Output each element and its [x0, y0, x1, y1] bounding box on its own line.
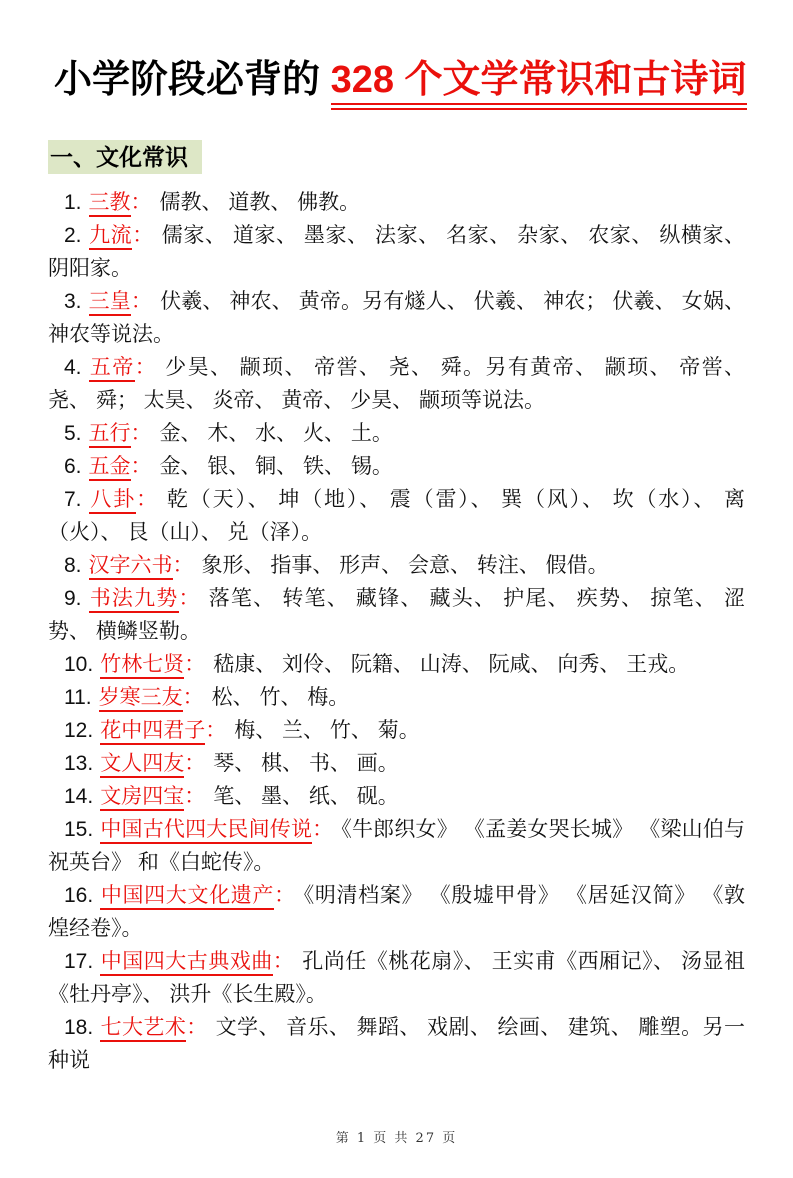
item-number: 12.	[64, 719, 94, 743]
list-item	[48, 450, 745, 483]
item-number: 3.	[64, 290, 82, 314]
item-text: 伏羲、 神农、 黄帝。另有燧人、 伏羲、 神农； 伏羲、 女娲、 神农等说法。	[48, 290, 746, 347]
item-number: 15.	[64, 818, 94, 842]
page-footer: 第 1 页 共 27 页	[335, 1131, 458, 1146]
item-number: 5.	[64, 422, 82, 446]
list-item	[48, 1011, 745, 1077]
item-text: 少昊、 颛顼、 帝喾、 尧、 舜。另有黄帝、 颛顼、 帝喾、 尧、 舜； 太昊、 炎帝、 黄帝、 少昊、 颛顼等说法。	[48, 356, 746, 413]
item-number: 13.	[64, 752, 94, 776]
item-number: 7.	[64, 488, 82, 512]
item-number: 4.	[64, 356, 82, 380]
item-colon: ：	[136, 488, 159, 512]
item-term: 文人四友	[100, 752, 184, 778]
item-colon: ：	[312, 818, 334, 842]
item-number: 6.	[64, 455, 82, 479]
item-number: 11.	[64, 686, 92, 710]
list-item	[48, 714, 745, 747]
item-term: 五金	[89, 455, 131, 481]
item-text: 《牛郎织女》 《孟姜女哭长城》 《梁山伯与祝英台》 和《白蛇传》。	[48, 818, 746, 875]
list-item	[48, 549, 745, 582]
item-term: 中国古代四大民间传说	[100, 818, 312, 844]
list-item	[48, 582, 745, 648]
item-colon: ：	[132, 224, 154, 248]
item-text: 金、 银、 铜、 铁、 锡。	[159, 455, 393, 479]
item-text: 儒教、 道教、 佛教。	[159, 191, 361, 215]
section-heading	[48, 139, 745, 172]
item-colon: ：	[178, 587, 201, 611]
list-item	[48, 747, 745, 780]
item-text: 文学、 音乐、 舞蹈、 戏剧、 绘画、 建筑、 雕塑。另一种说	[48, 1016, 745, 1073]
item-colon: ：	[130, 422, 152, 446]
item-colon: ：	[184, 785, 206, 809]
item-text: 乾（天）、 坤（地）、 震（雷）、 巽（风）、 坎（水）、 离（火）、 艮（山）、 兑（泽）。	[48, 488, 746, 545]
page-title-red-part: 328 个文学常识和古诗词	[331, 59, 747, 110]
item-colon: ：	[274, 884, 296, 908]
item-colon: ：	[205, 719, 227, 743]
item-term: 中国四大文化遗产	[100, 884, 274, 910]
item-text: 《明清档案》 《殷墟甲骨》 《居延汉简》 《敦煌经卷》。	[48, 884, 746, 941]
item-number: 18.	[64, 1016, 94, 1040]
item-term: 文房四宝	[100, 785, 184, 811]
item-number: 10.	[64, 653, 94, 677]
item-colon: ：	[130, 455, 152, 479]
item-text: 嵇康、 刘伶、 阮籍、 山涛、 阮咸、 向秀、 王戎。	[213, 653, 690, 677]
item-number: 16.	[64, 884, 94, 908]
item-colon: ：	[182, 686, 204, 710]
item-number: 14.	[64, 785, 94, 809]
list-item	[48, 351, 745, 417]
item-term: 中国四大古典戏曲	[100, 950, 273, 976]
page-title-black-part: 小学阶段必背的	[54, 59, 331, 101]
item-term: 花中四君子	[100, 719, 205, 745]
section-heading-label: 一、文化常识	[48, 140, 202, 174]
item-number: 8.	[64, 554, 82, 578]
item-text: 落笔、 转笔、 藏锋、 藏头、 护尾、 疾势、 掠笔、 涩势、 横鳞竖勒。	[48, 587, 746, 644]
item-text: 琴、 棋、 书、 画。	[213, 752, 399, 776]
item-colon: ：	[184, 653, 206, 677]
item-number: 17.	[64, 950, 94, 974]
item-text: 孔尚任《桃花扇》、 王实甫《西厢记》、 汤显祖《牡丹亭》、 洪升《长生殿》。	[48, 950, 746, 1007]
list-item	[48, 780, 745, 813]
list-item	[48, 219, 745, 285]
list-item	[48, 186, 745, 219]
list-item	[48, 285, 745, 351]
item-term: 三皇	[89, 290, 131, 316]
item-term: 岁寒三友	[99, 686, 183, 712]
item-text: 松、 竹、 梅。	[211, 686, 350, 710]
page-title	[54, 56, 753, 105]
document-page	[0, 56, 793, 1178]
item-term: 九流	[89, 224, 133, 250]
item-colon: ：	[186, 1016, 208, 1040]
item-term: 五行	[89, 422, 131, 448]
item-term: 五帝	[89, 356, 135, 382]
item-number: 1.	[64, 191, 82, 215]
item-term: 书法九势	[89, 587, 179, 613]
list-item	[48, 813, 745, 879]
item-text: 梅、 兰、 竹、 菊。	[234, 719, 420, 743]
item-term: 汉字六书	[89, 554, 173, 580]
item-number: 2.	[64, 224, 82, 248]
item-list	[48, 186, 745, 1077]
item-text: 象形、 指事、 形声、 会意、 转注、 假借。	[201, 554, 609, 578]
list-item	[48, 681, 745, 714]
list-item	[48, 648, 745, 681]
item-colon: ：	[134, 356, 158, 380]
item-colon: ：	[172, 554, 194, 578]
item-text: 笔、 墨、 纸、 砚。	[213, 785, 399, 809]
list-item	[48, 879, 745, 945]
item-term: 竹林七贤	[100, 653, 184, 679]
list-item	[48, 417, 745, 450]
item-text: 金、 木、 水、 火、 土。	[159, 422, 393, 446]
item-term: 三教	[89, 191, 131, 217]
item-colon: ：	[130, 191, 152, 215]
item-term: 八卦	[89, 488, 137, 514]
list-item	[48, 945, 745, 1011]
item-colon: ：	[272, 950, 295, 974]
item-number: 9.	[64, 587, 82, 611]
item-term: 七大艺术	[100, 1016, 186, 1042]
item-text: 儒家、 道家、 墨家、 法家、 名家、 杂家、 农家、 纵横家、 阴阳家。	[48, 224, 746, 281]
item-colon: ：	[184, 752, 206, 776]
list-item	[48, 483, 745, 549]
item-colon: ：	[130, 290, 153, 314]
